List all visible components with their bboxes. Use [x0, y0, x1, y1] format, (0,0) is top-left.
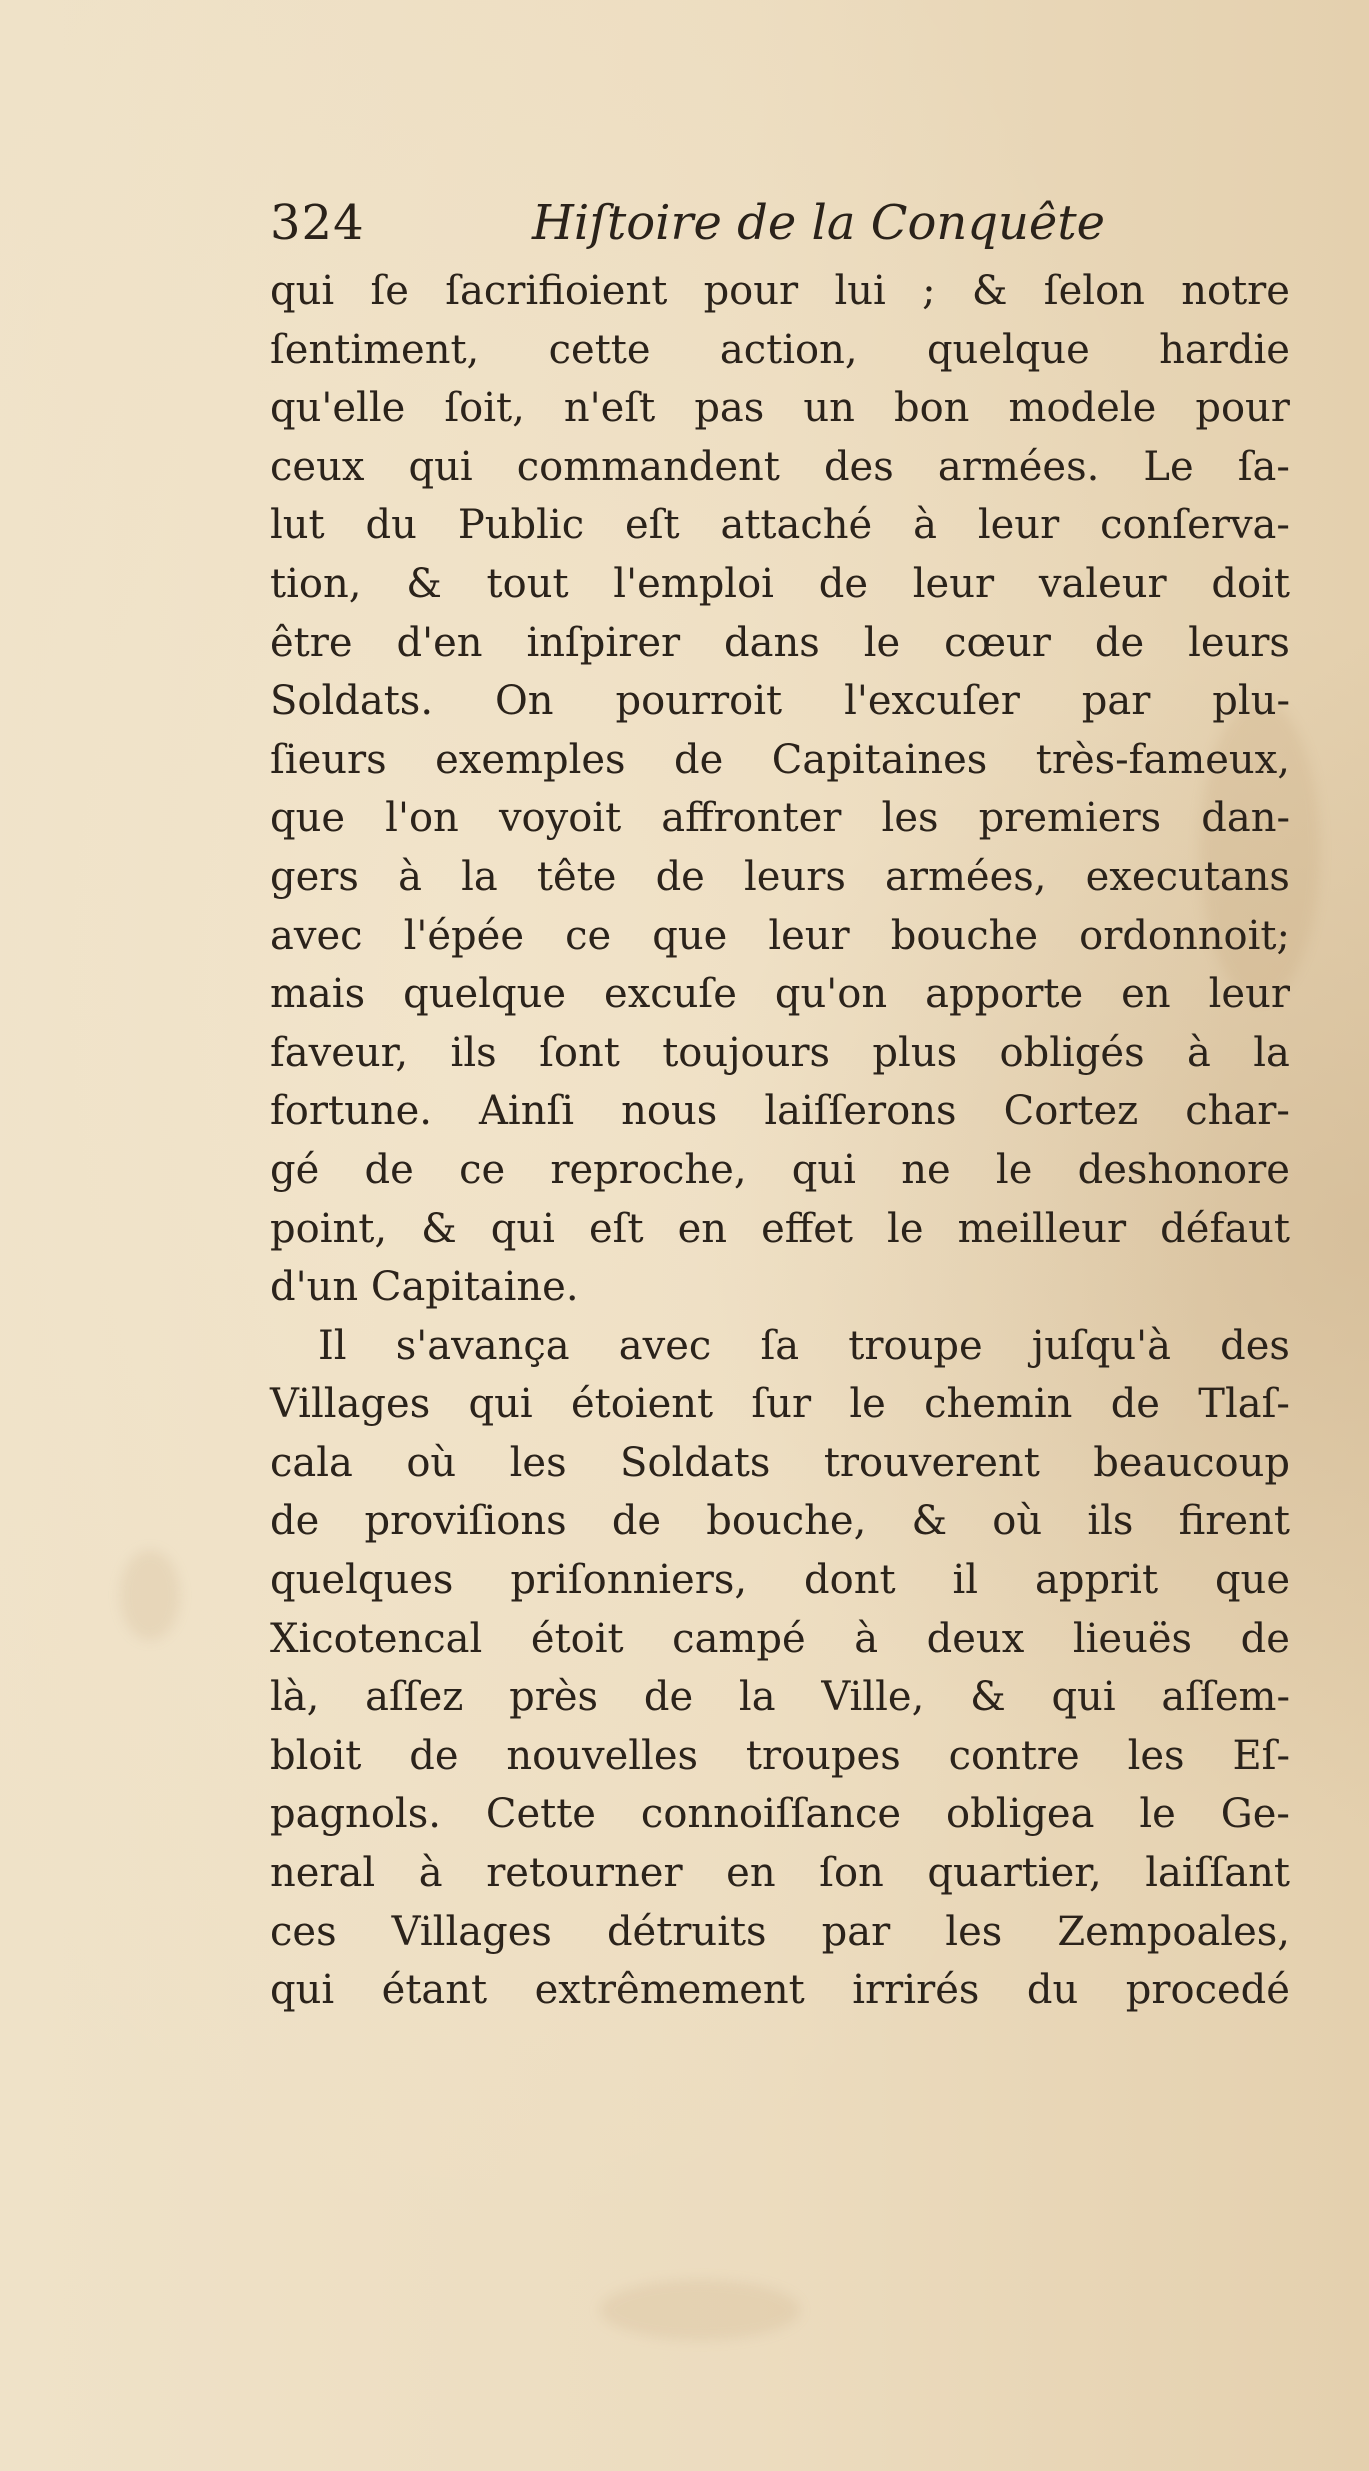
- word: armées.: [937, 443, 1100, 490]
- word: tête: [536, 853, 617, 900]
- text-line: [270, 1200, 1290, 1259]
- word: faveur,: [270, 1029, 409, 1076]
- word: Soldats.: [270, 678, 434, 725]
- word: du: [365, 502, 417, 549]
- word: priſonniers,: [510, 1557, 748, 1604]
- word: la: [1253, 1029, 1290, 1076]
- word: nous: [621, 1088, 718, 1135]
- word: d'en: [396, 619, 483, 666]
- word: aſſez: [365, 1674, 464, 1721]
- word: en: [1121, 971, 1171, 1018]
- word: armées,: [885, 853, 1047, 900]
- word: toujours: [662, 1029, 831, 1076]
- word: le: [1139, 1791, 1176, 1838]
- word: mais: [270, 971, 366, 1018]
- word: dans: [724, 619, 820, 666]
- text-line: [270, 262, 1290, 321]
- word: qui: [1051, 1674, 1116, 1721]
- word: ils: [450, 1029, 497, 1076]
- word: le: [863, 619, 901, 666]
- word: laiſſant: [1145, 1850, 1290, 1897]
- word: par: [1081, 678, 1151, 725]
- word: le: [849, 1381, 886, 1428]
- word: &: [971, 268, 1008, 314]
- text-line: [270, 731, 1290, 790]
- word: à: [398, 853, 422, 900]
- word: ordonnoit;: [1079, 912, 1290, 959]
- word: bloit: [270, 1732, 362, 1779]
- word: reproche,: [550, 1146, 747, 1193]
- word: détruits: [606, 1908, 767, 1955]
- word: pour: [703, 268, 799, 314]
- word: ſe: [370, 268, 409, 314]
- word: cette: [548, 326, 651, 373]
- word: de: [655, 853, 705, 900]
- word: leur: [912, 560, 995, 607]
- word: que: [652, 912, 728, 959]
- word: en: [677, 1205, 728, 1252]
- text-line: [270, 1844, 1290, 1903]
- text-line: [270, 1141, 1290, 1200]
- word: l'excuſer: [844, 678, 1020, 725]
- word: Cette: [485, 1791, 596, 1838]
- word: Eſ-: [1232, 1732, 1290, 1779]
- word: &: [970, 1674, 1006, 1721]
- word: On: [494, 678, 554, 725]
- word: l'on: [385, 795, 459, 842]
- word: neral: [270, 1850, 376, 1897]
- text-line: [270, 1317, 1290, 1376]
- word: inſpirer: [526, 619, 681, 666]
- word: gers: [270, 853, 359, 900]
- word: eſt: [625, 502, 680, 549]
- word: à: [913, 502, 937, 549]
- text-line: [270, 379, 1290, 438]
- word: fortune.: [270, 1088, 432, 1135]
- text-line: [270, 1492, 1290, 1551]
- word: que: [1214, 1557, 1290, 1604]
- text-line: [270, 321, 1290, 380]
- text-line: [270, 496, 1290, 555]
- word: executans: [1085, 853, 1290, 900]
- word: bon: [893, 385, 970, 432]
- body-text: [270, 262, 1290, 2020]
- word: &: [421, 1205, 457, 1252]
- word: &: [406, 560, 442, 607]
- word: Villages: [391, 1908, 552, 1955]
- word: affronter: [661, 795, 842, 842]
- running-title: Hiſtoire de la Conquête: [532, 195, 1106, 251]
- word: avec: [270, 912, 363, 959]
- word: des: [1220, 1322, 1290, 1369]
- text-line: [270, 614, 1290, 673]
- word: à: [854, 1615, 879, 1662]
- word: par: [821, 1908, 891, 1955]
- word: ceux: [270, 443, 365, 490]
- word: là,: [270, 1674, 320, 1721]
- word: deux: [926, 1615, 1025, 1662]
- text-line: d'un Capitaine.: [270, 1264, 579, 1311]
- word: Villages: [270, 1381, 431, 1428]
- word: conſerva-: [1100, 502, 1290, 549]
- word: ils: [1087, 1498, 1134, 1545]
- word: connoiſſance: [640, 1791, 902, 1838]
- word: leurs: [1188, 619, 1290, 666]
- word: où: [406, 1439, 457, 1486]
- word: très-fameux,: [1035, 736, 1290, 783]
- word: pas: [694, 385, 765, 432]
- word: excuſe: [604, 971, 737, 1018]
- word: commandent: [516, 443, 780, 490]
- word: lui: [834, 268, 886, 314]
- word: attaché: [720, 502, 873, 549]
- word: Il: [318, 1322, 347, 1369]
- paper-stain: [600, 2280, 800, 2340]
- word: de: [270, 1498, 320, 1545]
- word: doit: [1211, 560, 1290, 607]
- word: les: [509, 1439, 567, 1486]
- text-line: [270, 1961, 1290, 2020]
- word: il: [952, 1557, 979, 1604]
- word: étoit: [530, 1615, 624, 1662]
- word: avec: [618, 1322, 712, 1369]
- word: être: [270, 619, 353, 666]
- word: ſont: [539, 1029, 620, 1076]
- word: ſelon: [1043, 268, 1145, 314]
- text-line: [270, 1668, 1290, 1727]
- word: l'épée: [403, 912, 525, 959]
- word: la: [738, 1674, 776, 1721]
- word: qui: [270, 1967, 335, 2014]
- word: chemin: [924, 1381, 1073, 1428]
- word: modele: [1008, 385, 1157, 432]
- text-line: [270, 1024, 1290, 1083]
- word: Cortez: [1003, 1088, 1139, 1135]
- word: Ge-: [1220, 1791, 1290, 1838]
- word: du: [1026, 1967, 1079, 2014]
- word: le: [995, 1146, 1033, 1193]
- word: laiſſerons: [764, 1088, 957, 1135]
- word: ce: [459, 1146, 506, 1193]
- word: ſa: [760, 1322, 800, 1369]
- word: de: [818, 560, 868, 607]
- word: pourroit: [615, 678, 783, 725]
- word: hardie: [1159, 326, 1290, 373]
- word: un: [803, 385, 855, 432]
- word: Soldats: [620, 1439, 771, 1486]
- word: ces: [270, 1908, 337, 1955]
- word: quelques: [270, 1557, 454, 1604]
- page-header: [270, 195, 1170, 265]
- word: de: [1094, 619, 1145, 666]
- word: s'avança: [395, 1322, 570, 1369]
- page-number: 324: [270, 195, 365, 251]
- word: ſentiment,: [270, 326, 480, 373]
- word: lieuës: [1072, 1615, 1193, 1662]
- word: tout: [486, 560, 569, 607]
- word: ſa-: [1237, 443, 1290, 490]
- word: aſſem-: [1161, 1674, 1290, 1721]
- word: qu'on: [774, 971, 888, 1018]
- word: contre: [948, 1732, 1080, 1779]
- text-line: [270, 1375, 1290, 1434]
- word: ſoit,: [444, 385, 525, 432]
- word: la: [461, 853, 498, 900]
- text-line: [270, 965, 1290, 1024]
- word: étant: [381, 1967, 488, 2014]
- word: quartier,: [927, 1850, 1102, 1897]
- word: qui: [791, 1146, 856, 1193]
- text-line: [270, 555, 1290, 614]
- word: action,: [719, 326, 858, 373]
- word: les: [1127, 1732, 1185, 1779]
- word: que: [270, 795, 346, 842]
- text-line: [270, 672, 1290, 731]
- word: Public: [457, 502, 585, 549]
- word: tion,: [270, 560, 362, 607]
- word: nouvelles: [506, 1732, 699, 1779]
- word: qu'elle: [270, 385, 406, 432]
- word: Capitaines: [771, 736, 988, 783]
- word: à: [1187, 1029, 1211, 1076]
- text-line: [270, 1082, 1290, 1141]
- word: voyoit: [498, 795, 622, 842]
- word: ;: [922, 268, 936, 314]
- word: quelque: [926, 326, 1090, 373]
- word: eſt: [589, 1205, 644, 1252]
- word: effet: [761, 1205, 853, 1252]
- word: ne: [901, 1146, 951, 1193]
- word: où: [992, 1498, 1043, 1545]
- word: pagnols.: [270, 1791, 441, 1838]
- word: à: [418, 1850, 443, 1897]
- word: de: [409, 1732, 459, 1779]
- word: leur: [977, 502, 1060, 549]
- word: leurs: [744, 853, 846, 900]
- text-line: [270, 1727, 1290, 1786]
- text-line: [270, 1903, 1290, 1962]
- word: Zempoales,: [1057, 1908, 1290, 1955]
- word: de: [1110, 1381, 1160, 1428]
- text-line: [270, 789, 1290, 848]
- word: Xicotencal: [270, 1615, 483, 1662]
- word: le: [887, 1205, 924, 1252]
- word: ſon: [819, 1850, 884, 1897]
- word: qui: [468, 1381, 533, 1428]
- word: étoient: [570, 1381, 714, 1428]
- word: trouverent: [823, 1439, 1040, 1486]
- word: ſieurs: [270, 736, 387, 783]
- word: Le: [1143, 443, 1194, 490]
- word: les: [881, 795, 939, 842]
- word: obligés: [999, 1029, 1145, 1076]
- word: de: [364, 1146, 414, 1193]
- word: leur: [1208, 971, 1290, 1018]
- word: bouche,: [706, 1498, 867, 1545]
- word: premiers: [978, 795, 1162, 842]
- word: Tlaſ-: [1198, 1381, 1290, 1428]
- word: ce: [565, 912, 612, 959]
- word: les: [945, 1908, 1003, 1955]
- word: qui: [408, 443, 473, 490]
- word: deshonore: [1077, 1146, 1290, 1193]
- word: Ville,: [821, 1674, 925, 1721]
- word: plus: [872, 1029, 958, 1076]
- word: char-: [1185, 1088, 1290, 1135]
- word: retourner: [486, 1850, 683, 1897]
- word: exemples: [435, 736, 626, 783]
- word: quelque: [403, 971, 566, 1018]
- word: valeur: [1038, 560, 1167, 607]
- word: juſqu'à: [1031, 1322, 1171, 1369]
- word: notre: [1181, 268, 1290, 314]
- word: qui: [490, 1205, 555, 1252]
- word: ſur: [751, 1381, 812, 1428]
- word: des: [823, 443, 894, 490]
- word: apporte: [925, 971, 1084, 1018]
- word: firent: [1178, 1498, 1290, 1545]
- text-line: [270, 907, 1290, 966]
- word: meilleur: [957, 1205, 1127, 1252]
- word: l'emploi: [613, 560, 774, 607]
- word: cala: [270, 1439, 353, 1486]
- text-line: [270, 438, 1290, 497]
- word: n'eſt: [563, 385, 656, 432]
- word: beaucoup: [1093, 1439, 1290, 1486]
- word: plu-: [1212, 678, 1290, 725]
- text-line: [270, 1551, 1290, 1610]
- word: de: [611, 1498, 662, 1545]
- word: de: [1240, 1615, 1290, 1662]
- word: Ainſi: [479, 1088, 575, 1135]
- word: en: [726, 1850, 776, 1897]
- word: proviſions: [364, 1498, 567, 1545]
- word: lut: [270, 502, 325, 549]
- word: de: [643, 1674, 694, 1721]
- word: &: [911, 1498, 948, 1545]
- word: bouche: [890, 912, 1039, 959]
- text-line: [270, 848, 1290, 907]
- text-line: [270, 1434, 1290, 1493]
- text-line: [270, 1785, 1290, 1844]
- word: gé: [270, 1146, 320, 1193]
- paper-stain: [120, 1550, 180, 1640]
- word: extrêmement: [534, 1967, 805, 2014]
- word: point,: [270, 1205, 388, 1252]
- word: obligea: [946, 1791, 1095, 1838]
- word: près: [509, 1674, 599, 1721]
- word: procedé: [1125, 1967, 1290, 2014]
- word: de: [674, 736, 724, 783]
- word: défaut: [1160, 1205, 1290, 1252]
- word: leur: [768, 912, 850, 959]
- word: dont: [804, 1557, 896, 1604]
- word: dan-: [1201, 795, 1290, 842]
- word: troupe: [848, 1322, 983, 1369]
- word: irrirés: [852, 1967, 980, 2014]
- word: troupes: [745, 1732, 901, 1779]
- word: qui: [270, 268, 335, 314]
- word: campé: [672, 1615, 806, 1662]
- text-line: [270, 1610, 1290, 1669]
- word: pour: [1195, 385, 1290, 432]
- word: ſacrifioient: [445, 268, 668, 314]
- word: cœur: [944, 619, 1051, 666]
- word: apprit: [1034, 1557, 1159, 1604]
